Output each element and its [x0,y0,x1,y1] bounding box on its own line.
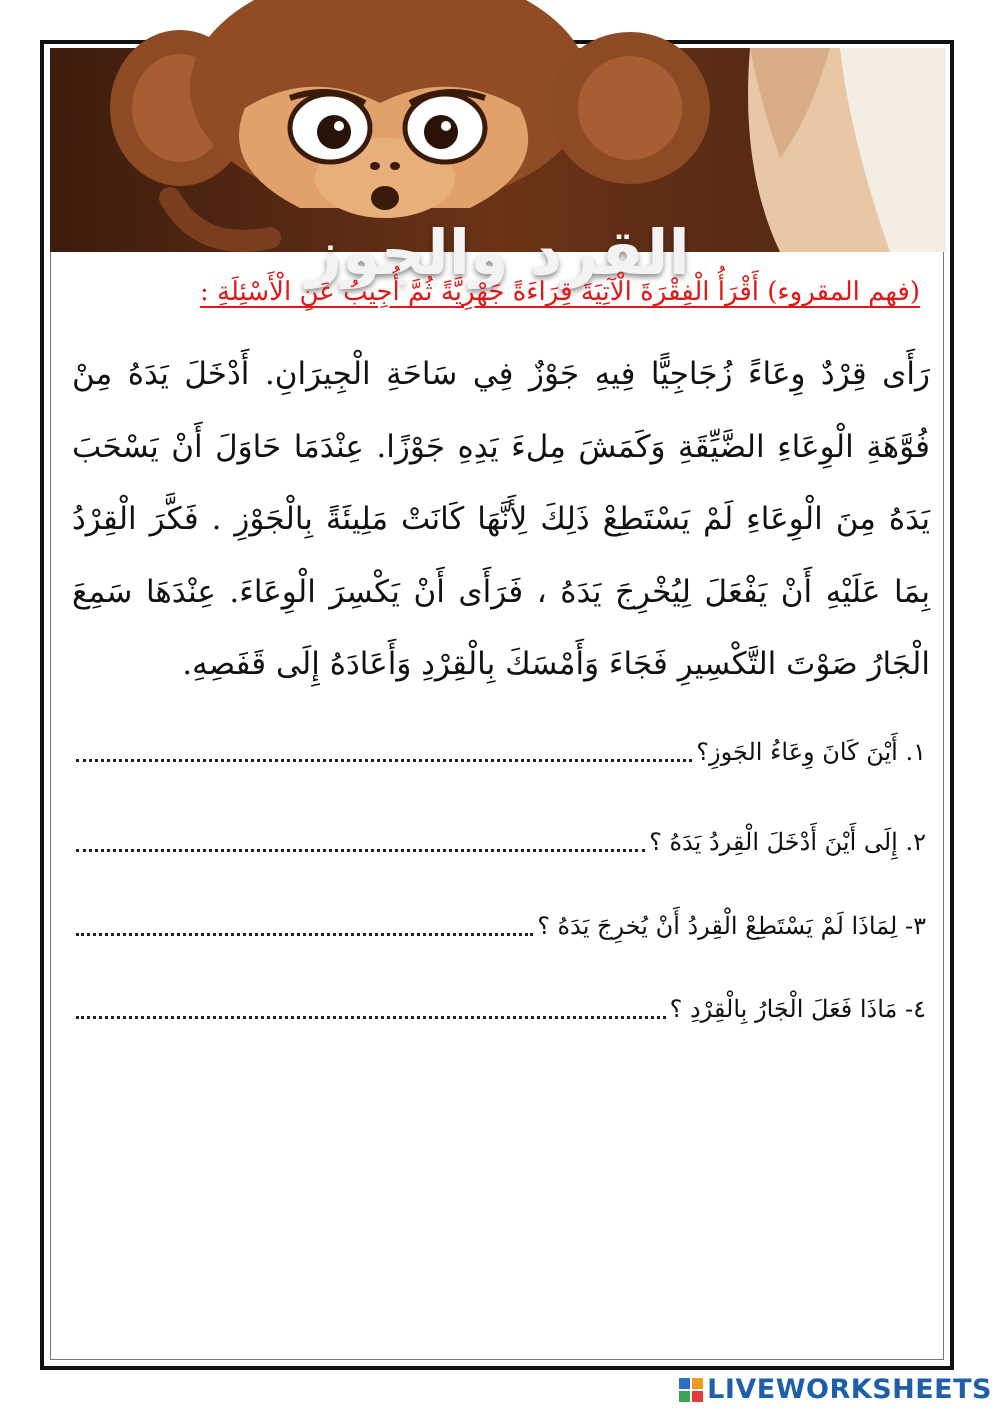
question-2-text: ٢. إِلَى أَيْنَ أَدْخَلَ الْقِردُ يَدَهُ ؟ [649,828,926,856]
answer-2-input[interactable] [76,817,645,852]
answer-4-input[interactable] [76,984,666,1019]
liveworksheets-logo[interactable] [678,1374,992,1405]
question-4-text: ٤- مَاذَا فَعَلَ الْجَارُ بِالْقِرْدِ ؟ [669,995,926,1023]
question-2 [76,806,926,856]
story-title: القرد والجوز [306,216,690,289]
answer-1-input[interactable] [76,727,692,762]
reading-instruction: (فهم المقروء) أَقْرَأُ الْفِقْرَةَ الْآتِيَةَ قِرَاءَةً جَهْرِيَّةً ثُمَّ أُجِيبُ عَنِ الْأَسْئِلَةِ : [199,277,920,307]
story-paragraph: رَأَى قِرْدٌ وِعَاءً زُجَاجِيًّا فِيهِ جَوْزٌ فِي سَاحَةِ الْجِيرَانِ. أَدْخَلَ يَدَهُ مِنْ فُوَّهَةِ الْوِعَاءِ الضَّيِّقَةِ وَكَمَشَ مِلءَ يَدِهِ جَوْزًا. عِنْدَمَا حَاوَلَ أَنْ يَسْحَبَ يَدَهُ مِنَ الْوِعَاءِ لَمْ يَسْتَطِعْ ذَلِكَ لِأَنَّهَا كَانَتْ مَلِيئَةً بِالْجَوْزِ . فَكَّرَ الْقِرْدُ بِمَا عَلَيْهِ أَنْ يَفْعَلَ لِيُخْرِجَ يَدَهُ ، فَرَأَى أَنْ يَكْسِرَ الْوِعَاءَ. عِنْدَهَا سَمِعَ الْجَارُ صَوْتَ التَّكْسِيرِ فَجَاءَ وَأَمْسَكَ بِالْقِرْدِ وَأَعَادَهُ إِلَى قَفَصِهِ. [72,356,930,682]
question-3 [76,890,926,940]
question-4 [76,973,926,1023]
brand-name: LIVEWORKSHEETS [707,1374,992,1405]
question-1 [76,716,926,766]
question-1-text: ١. أَيْنَ كَانَ وِعَاءُ الجَوزِ؟ [696,738,926,766]
answer-3-input[interactable] [76,901,533,936]
liveworksheets-logo-icon [678,1377,704,1403]
question-3-text: ٣- لِمَاذَا لَمْ يَسْتَطِعْ الْقِردُ أَنْ يُخرِجَ يَدَهُ ؟ [537,912,926,940]
story-banner [50,48,946,289]
